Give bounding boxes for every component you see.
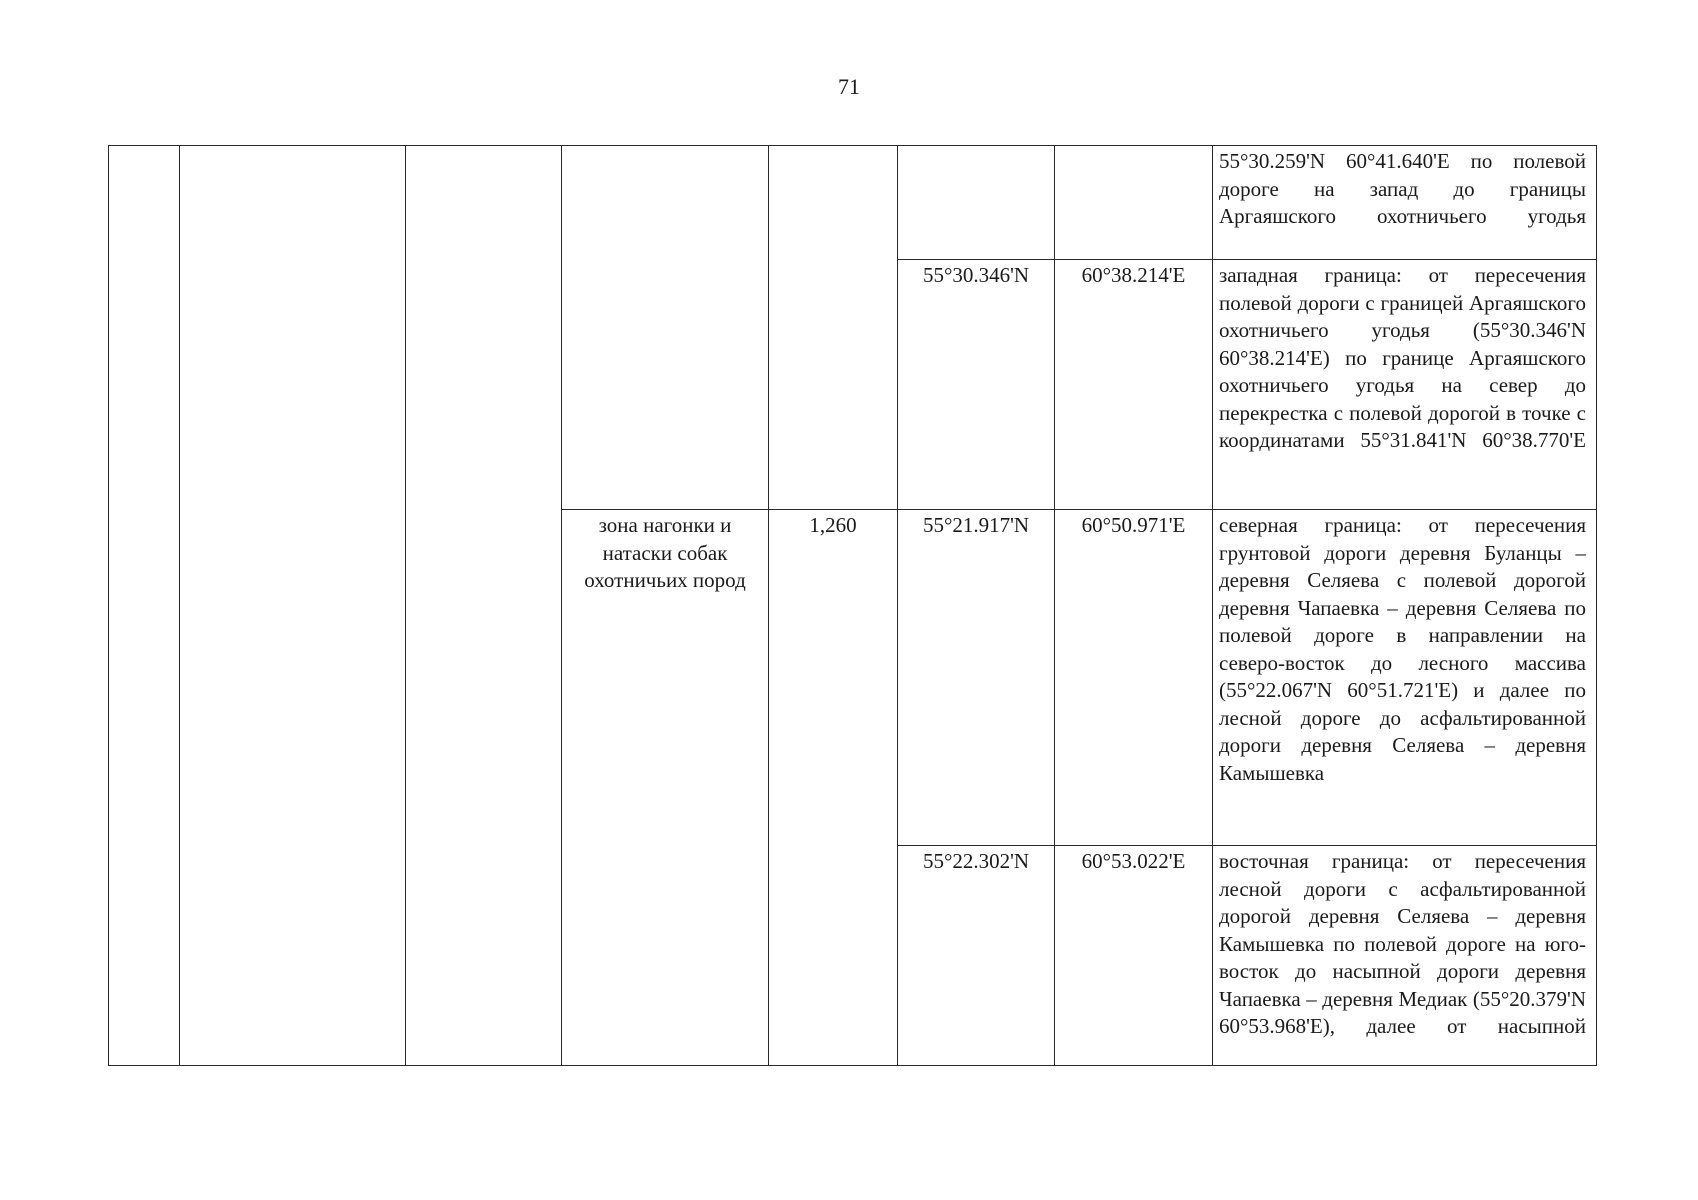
- boundary-description-text: западная граница: от пересечения полевой дороги с границей Аргаяшского охотничьего угодья (55°30.346'N 60°38.214'E) по границе Аргаяшского охотничьего угодья на север до перекрестка с полевой дорогой в точке с координатами 55°31.841'N 60°38.770'E: [1219, 263, 1586, 452]
- hunting-zones-table: [108, 145, 1597, 1066]
- empty-column-2-cell: [180, 146, 406, 1066]
- empty-column-1-cell: [109, 146, 180, 1066]
- boundary-description-text: восточная граница: от пересечения лесной дороги с асфальтированной дорогой деревня Селяева – деревня Камышевка по полевой дороге на юго-восток до насыпной дороги деревня Чапаевка – деревня Медиак (55°20.379'N 60°53.968'E), далее от насыпной: [1219, 849, 1586, 1038]
- longitude-cell: 60°38.214'E: [1055, 260, 1213, 510]
- boundary-description-cell: [1213, 846, 1597, 1066]
- boundary-description-text: 55°30.259'N 60°41.640'E по полевой дороге на запад до границы Аргаяшского охотничьего угодья: [1219, 149, 1586, 228]
- empty-column-3-cell: [406, 146, 562, 1066]
- zone-name-cell: [562, 146, 769, 510]
- latitude-cell: 55°22.302'N: [898, 846, 1055, 1066]
- longitude-cell: 60°53.022'E: [1055, 846, 1213, 1066]
- latitude-cell: 55°30.346'N: [898, 260, 1055, 510]
- latitude-cell: [898, 146, 1055, 260]
- longitude-cell: [1055, 146, 1213, 260]
- table-row: [109, 146, 1597, 260]
- boundary-description-cell: [1213, 510, 1597, 846]
- boundary-description-cell: [1213, 260, 1597, 510]
- latitude-cell: 55°21.917'N: [898, 510, 1055, 846]
- page-number: 71: [838, 74, 860, 99]
- boundary-description-cell: [1213, 146, 1597, 260]
- longitude-cell: 60°50.971'E: [1055, 510, 1213, 846]
- zone-area-cell: [769, 146, 898, 510]
- zone-area-cell: 1,260: [769, 510, 898, 1066]
- boundary-description-text: северная граница: от пересечения грунтовой дороги деревня Буланцы – деревня Селяева с полевой дорогой деревня Чапаевка – деревня Селяева по полевой дороге в направлении на северо-восток до лесного массива (55°22.067'N 60°51.721'E) и далее по лесной дороге до асфальтированной дороги деревня Селяева – деревня Камышевка: [1219, 513, 1586, 785]
- zone-name-cell: зона нагонки и натаски собак охотничьих пород: [562, 510, 769, 1066]
